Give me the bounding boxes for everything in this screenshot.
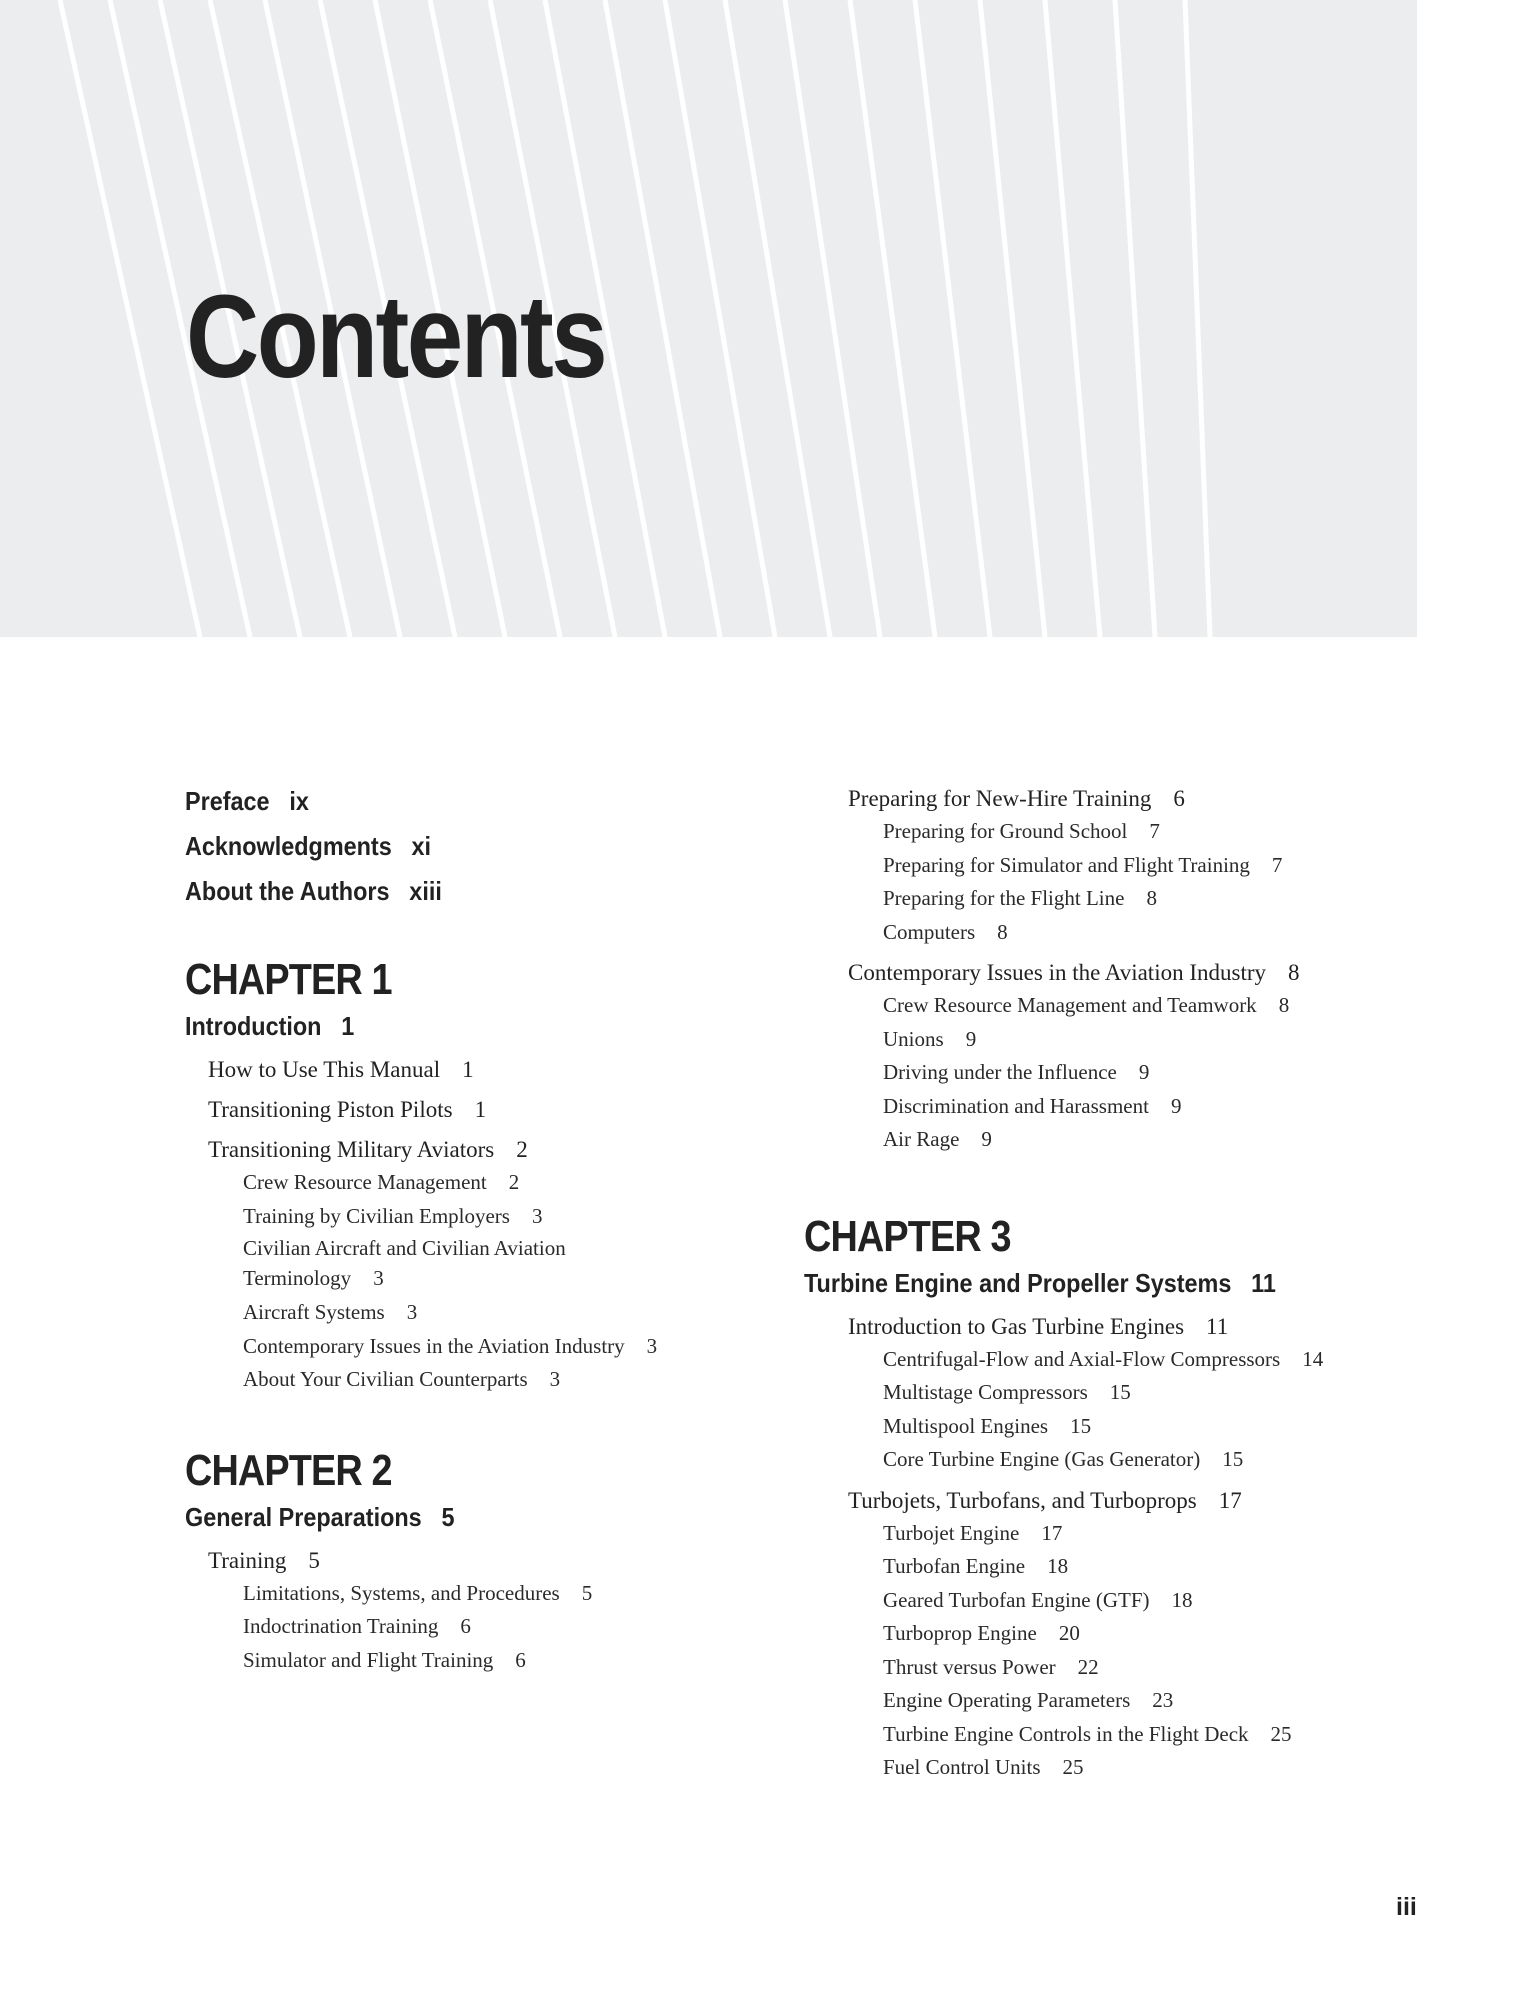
section-label: How to Use This Manual [208,1057,441,1082]
toc-subsection[interactable] [825,1090,1445,1124]
section-label: Introduction to Gas Turbine Engines [848,1313,1185,1339]
entry-page: 8 [1288,960,1300,985]
toc-subsection[interactable] [185,1200,805,1234]
entry-page: 17 [1218,1487,1242,1513]
subsection-label: Aircraft Systems [243,1300,385,1324]
section-label: Preparing for New-Hire Training [848,786,1152,811]
entry-page: 2 [516,1137,528,1162]
toc-subsection[interactable] [825,849,1445,883]
subsection-label: About Your Civilian Counterparts [243,1367,528,1391]
chapter-2-continued [825,783,1445,1157]
front-matter-list [185,783,805,918]
entry-page: 9 [1138,1060,1150,1084]
toc-subsection[interactable] [825,1517,1445,1551]
toc-subsection[interactable] [825,1376,1445,1410]
page-number: iii [1396,1893,1417,1921]
subsection-label: Thrust versus Power [883,1654,1056,1679]
page-title: Contents [186,271,606,403]
toc-left-column [185,783,805,1677]
entry-page: 17 [1041,1520,1063,1545]
chapter-label: CHAPTER 1 [185,955,392,1004]
subsection-label: Limitations, Systems, and Procedures [243,1580,560,1605]
entry-page: 3 [373,1266,384,1290]
chapter-3-block [804,1209,1445,1785]
entry-page: 18 [1047,1554,1069,1578]
chapter-title-entry[interactable] [185,1008,743,1044]
chapter-title: General Preparations [185,1501,422,1532]
toc-subsection[interactable] [825,1550,1445,1584]
section-label: Turbojets, Turbofans, and Turboprops [848,1487,1197,1513]
subsection-label: Centrifugal-Flow and Axial-Flow Compressors [883,1346,1281,1371]
toc-subsection[interactable] [185,1577,805,1611]
entry-page: 25 [1062,1755,1084,1779]
entry-page: 18 [1171,1587,1193,1612]
entry-page: 3 [549,1367,561,1391]
toc-subsection[interactable] [825,1651,1445,1685]
chapter-title-entry[interactable] [804,1265,1381,1301]
toc-subsection[interactable] [825,1443,1445,1477]
toc-right-column [804,783,1445,1785]
entry-page: 15 [1070,1413,1092,1438]
entry-page: xiii [409,876,442,906]
entry-page: 7 [1149,819,1160,843]
section-label: Training [208,1547,287,1573]
toc-entry-about-the-authors[interactable] [185,873,743,918]
chapter-label: CHAPTER 2 [185,1445,392,1495]
entry-label: About the Authors [185,876,390,906]
subsection-label: Preparing for the Flight Line [883,886,1125,910]
entry-page: 3 [406,1300,418,1324]
entry-page: xi [411,831,432,861]
toc-subsection[interactable] [185,1610,805,1644]
section-label: Transitioning Military Aviators [208,1137,495,1162]
toc-subsection[interactable] [825,882,1445,916]
toc-subsection[interactable] [825,1718,1445,1752]
subsection-label: Preparing for Simulator and Flight Training [883,852,1250,877]
toc-subsection[interactable] [185,1644,805,1678]
toc-section[interactable] [185,1054,805,1086]
subsection-label: Discrimination and Harassment [883,1093,1149,1118]
entry-page: 22 [1077,1654,1099,1679]
entry-page: 8 [1146,886,1157,910]
subsection-label: Training by Civilian Employers [243,1203,510,1228]
subsection-label: Preparing for Ground School [883,819,1128,843]
toc-section[interactable] [825,783,1445,815]
entry-page: 11 [1206,1313,1229,1339]
toc-entry-acknowledgments[interactable] [185,828,743,873]
toc-section[interactable] [185,1094,805,1126]
subsection-label: Crew Resource Management [243,1170,487,1194]
section-label: Contemporary Issues in the Aviation Industry [848,960,1266,985]
entry-label: Acknowledgments [185,831,392,861]
toc-subsection[interactable] [825,916,1445,950]
toc-section[interactable] [825,1311,1445,1343]
entry-page: 6 [1173,786,1185,811]
subsection-label: Multistage Compressors [883,1380,1088,1404]
toc-subsection[interactable] [825,1751,1445,1785]
subsection-label: Driving under the Influence [883,1060,1117,1084]
entry-page: 23 [1152,1688,1174,1712]
entry-page: 1 [341,1011,355,1041]
toc-entry-preface[interactable] [185,783,743,828]
section-label: Transitioning Piston Pilots [208,1097,453,1122]
subsection-label: Fuel Control Units [883,1755,1041,1779]
subsection-label: Civilian Aircraft and Civilian Aviation Terminology [243,1236,566,1290]
subsection-label: Turbofan Engine [883,1554,1026,1578]
entry-page: 6 [515,1647,526,1672]
toc-subsection[interactable] [825,989,1445,1023]
subsection-label: Turbojet Engine [883,1520,1020,1545]
chapter-title: Introduction [185,1011,322,1041]
entry-page: 20 [1058,1621,1080,1645]
subsection-label: Simulator and Flight Training [243,1647,494,1672]
toc-subsection[interactable] [825,1056,1445,1090]
toc-section[interactable] [825,1485,1445,1517]
entry-page: 1 [462,1057,474,1082]
subsection-label: Unions [883,1026,944,1051]
entry-page: 15 [1109,1380,1131,1404]
subsection-label: Turboprop Engine [883,1621,1037,1645]
toc-subsection[interactable] [825,1343,1445,1377]
entry-page: 8 [997,919,1008,944]
entry-page: 5 [441,1501,455,1532]
toc-subsection[interactable] [185,1363,805,1397]
toc-section[interactable] [185,1545,805,1577]
subsection-label: Turbine Engine Controls in the Flight Deck [883,1721,1249,1746]
entry-label: Preface [185,786,270,816]
toc-subsection[interactable] [185,1233,663,1296]
toc-section[interactable] [825,957,1445,989]
entry-page: 1 [474,1097,487,1122]
entry-page: 2 [508,1170,520,1194]
subsection-label: Indoctrination Training [243,1614,439,1638]
chapter-label: CHAPTER 3 [804,1211,1011,1261]
entry-page: 3 [646,1333,658,1358]
entry-page: 15 [1222,1447,1244,1471]
subsection-label: Engine Operating Parameters [883,1688,1131,1712]
entry-page: 8 [1278,993,1290,1017]
entry-page: 5 [581,1580,593,1605]
entry-page: 11 [1251,1267,1276,1298]
entry-page: 9 [1170,1093,1182,1118]
toc-section[interactable] [185,1134,805,1166]
entry-page: 25 [1270,1721,1292,1746]
chapter-2-block [185,1443,805,1678]
toc-subsection[interactable] [825,1584,1445,1618]
chapter-1-block [185,952,805,1397]
toc-subsection[interactable] [825,1023,1445,1057]
subsection-label: Computers [883,919,976,944]
subsection-label: Multispool Engines [883,1413,1049,1438]
entry-page: 9 [965,1026,977,1051]
toc-subsection[interactable] [825,1410,1445,1444]
entry-page: 14 [1302,1346,1324,1371]
toc-subsection[interactable] [185,1166,805,1200]
entry-page: 7 [1271,852,1283,877]
toc-subsection[interactable] [825,815,1445,849]
toc-subsection[interactable] [185,1330,805,1364]
entry-page: 9 [981,1127,992,1151]
subsection-label: Contemporary Issues in the Aviation Industry [243,1333,625,1358]
subsection-label: Crew Resource Management and Teamwork [883,993,1257,1017]
chapter-title: Turbine Engine and Propeller Systems [804,1267,1232,1298]
subsection-label: Core Turbine Engine (Gas Generator) [883,1447,1201,1471]
subsection-label: Air Rage [883,1127,960,1151]
entry-page: 6 [460,1614,471,1638]
toc-subsection[interactable] [825,1123,1445,1157]
entry-page: ix [289,786,309,816]
chapter-3-sections [825,1311,1445,1785]
toc-subsection[interactable] [825,1684,1445,1718]
subsection-label: Geared Turbofan Engine (GTF) [883,1587,1150,1612]
chapter-title-entry[interactable] [185,1499,743,1535]
toc-subsection[interactable] [825,1617,1445,1651]
toc-subsection[interactable] [185,1296,805,1330]
entry-page: 5 [308,1547,320,1573]
entry-page: 3 [531,1203,543,1228]
